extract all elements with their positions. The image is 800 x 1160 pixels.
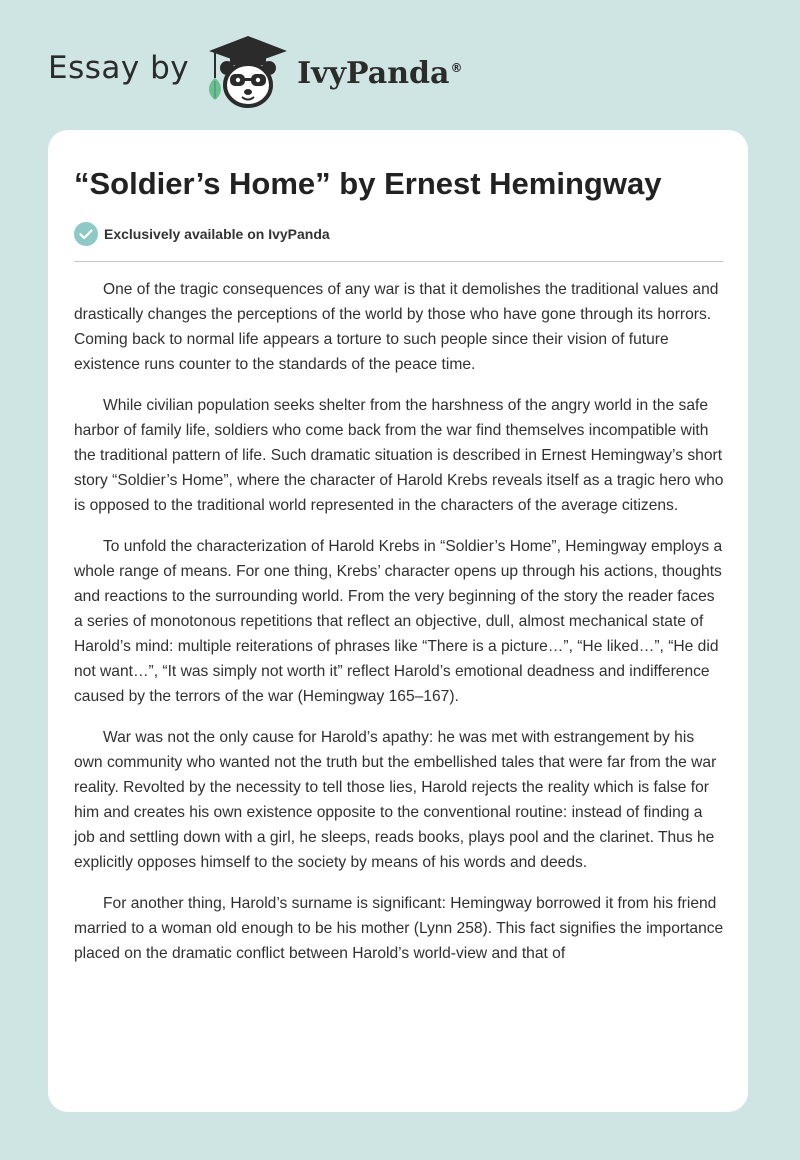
essay-by-label: Essay by [48,50,190,86]
paragraph: War was not the only cause for Harold’s apathy: he was met with estrangement by his own community who wanted not the truth but the embellished tales that were far from the war reality. Revolted by the necessity to tell those lies, Harold rejects the reality which is false for him and creates his own existence opposite to the conventional routine: instead of finding a job and settling down with a girl, he sleeps, reads books, plays pool and the clarinet. Thus he explicitly opposes himself to the society by means of his words and deeds. [74,729,717,871]
registered-mark: ® [450,60,463,75]
site-header [48,34,462,110]
essay-title: “Soldier’s Home” by Ernest Hemingway [74,166,662,201]
brand-name[interactable] [297,56,462,91]
exclusive-badge [74,222,330,246]
paragraph: One of the tragic consequences of any war is that it demolishes the traditional values and drastically changes the perceptions of the world by those who have gone through its horrors. Coming back to normal life appears a torture to such people since their vision of future existence runs counter to the standards of the peace time. [74,281,719,373]
paragraph: To unfold the characterization of Harold Krebs in “Soldier’s Home”, Hemingway employs a whole range of means. For one thing, Krebs’ character opens up through his actions, thoughts and reactions to the surrounding world. From the very beginning of the story the reader faces a series of monotonous repetitions that reflect an objective, dull, almost mechanical state of Harold’s mind: multiple reiterations of phrases like “There is a picture…”, “He liked…”, “He did not want…”, “It was simply not worth it” reflect Harold’s emotional deadness and indifference caused by the terrors of the war (Hemingway 165–167). [74,538,723,705]
paragraph: While civilian population seeks shelter from the harshness of the angry world in the safe harbor of family life, soldiers who come back from the war find themselves incompatible with the traditional pattern of life. Such dramatic situation is described in Ernest Hemingway’s short story “Soldier’s Home”, where the character of Harold Krebs reveals itself as a tragic hero who is opposed to the traditional world represented in the characters of the average citizens. [74,397,724,514]
paragraph: For another thing, Harold’s surname is significant: Hemingway borrowed it from his friend married to a woman old enough to be his mother (Lynn 258). This fact signifies the importance placed on the dramatic conflict between Harold’s world-view and that of [74,895,724,962]
essay-card [48,130,748,1112]
exclusive-badge-text: Exclusively available on IvyPanda [104,226,330,242]
check-circle-icon [74,222,98,246]
divider [74,261,723,262]
brand-name-text: IvyPanda [297,55,450,91]
panda-graduate-logo-icon[interactable] [205,34,291,110]
essay-body [74,277,726,982]
